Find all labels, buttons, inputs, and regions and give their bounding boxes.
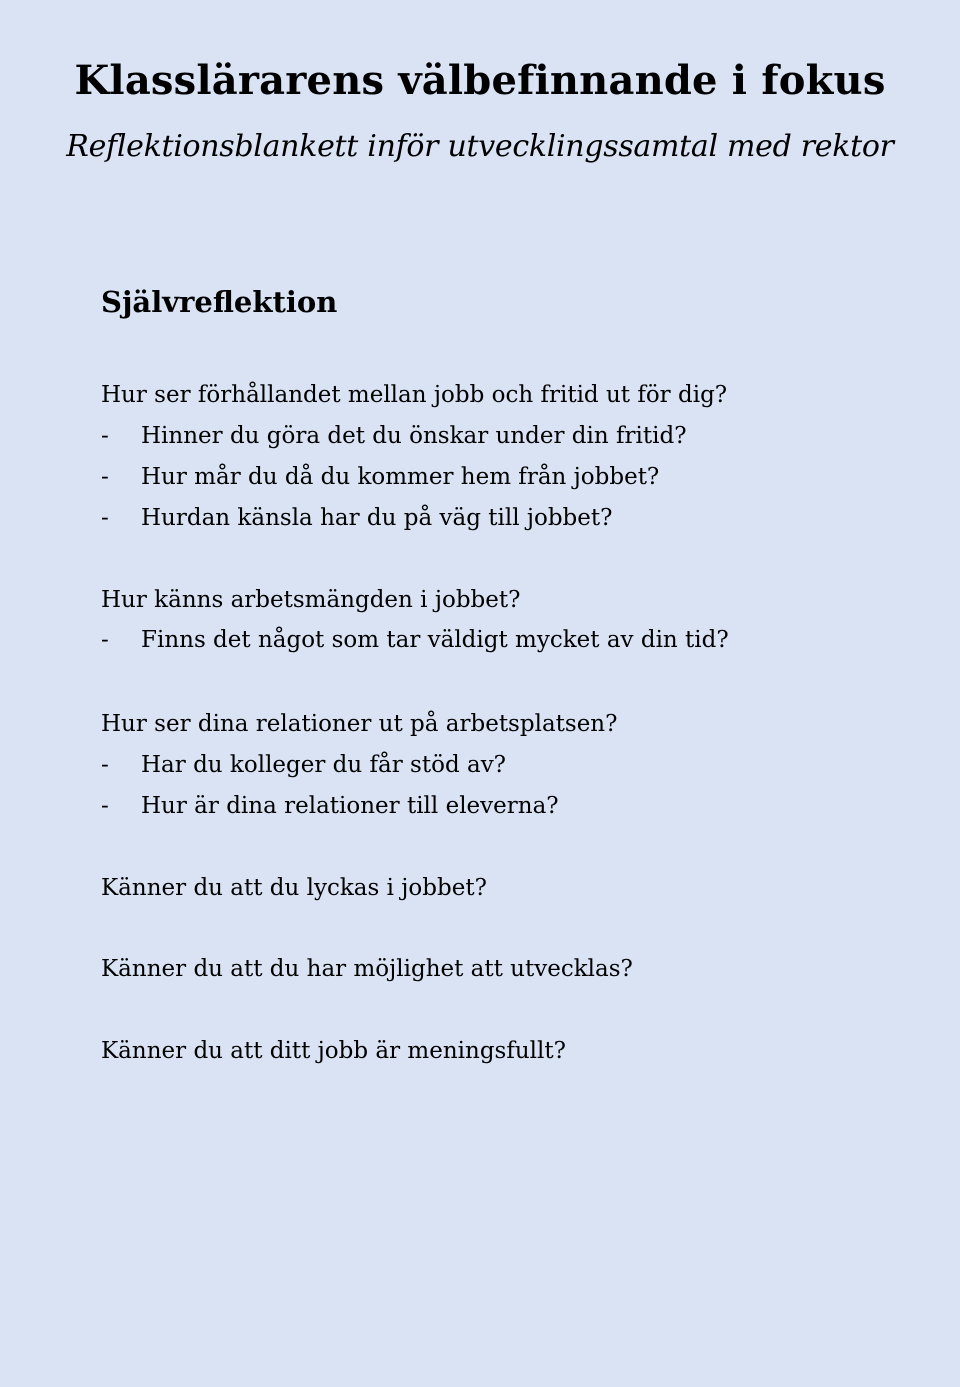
bullet-dash: - (101, 423, 109, 449)
question-3: Hur ser dina relationer ut på arbetsplatsen? (101, 711, 618, 737)
section-heading: Självreflektion (101, 285, 338, 319)
question-1: Hur ser förhållandet mellan jobb och fritid ut för dig? (101, 382, 728, 408)
bullet-dash: - (101, 505, 109, 531)
question-3-sub-1: Har du kolleger du får stöd av? (141, 752, 507, 778)
bullet-dash: - (101, 464, 109, 490)
question-2: Hur känns arbetsmängden i jobbet? (101, 587, 521, 613)
question-1-sub-3: Hurdan känsla har du på väg till jobbet? (141, 505, 613, 531)
question-1-sub-1: Hinner du göra det du önskar under din fritid? (141, 423, 687, 449)
question-3-sub-2: Hur är dina relationer till eleverna? (141, 793, 559, 819)
question-5: Känner du att du har möjlighet att utvecklas? (101, 956, 633, 982)
question-4: Känner du att du lyckas i jobbet? (101, 875, 487, 901)
question-2-sub-1: Finns det något som tar väldigt mycket av din tid? (141, 627, 729, 653)
bullet-dash: - (101, 752, 109, 778)
document-subtitle: Reflektionsblankett inför utvecklingssamtal med rektor (66, 129, 894, 164)
document-title: Klasslärarens välbefinnande i fokus (74, 57, 886, 104)
question-1-sub-2: Hur mår du då du kommer hem från jobbet? (141, 464, 660, 490)
bullet-dash: - (101, 793, 109, 819)
bullet-dash: - (101, 627, 109, 653)
question-6: Känner du att ditt jobb är meningsfullt? (101, 1038, 566, 1064)
